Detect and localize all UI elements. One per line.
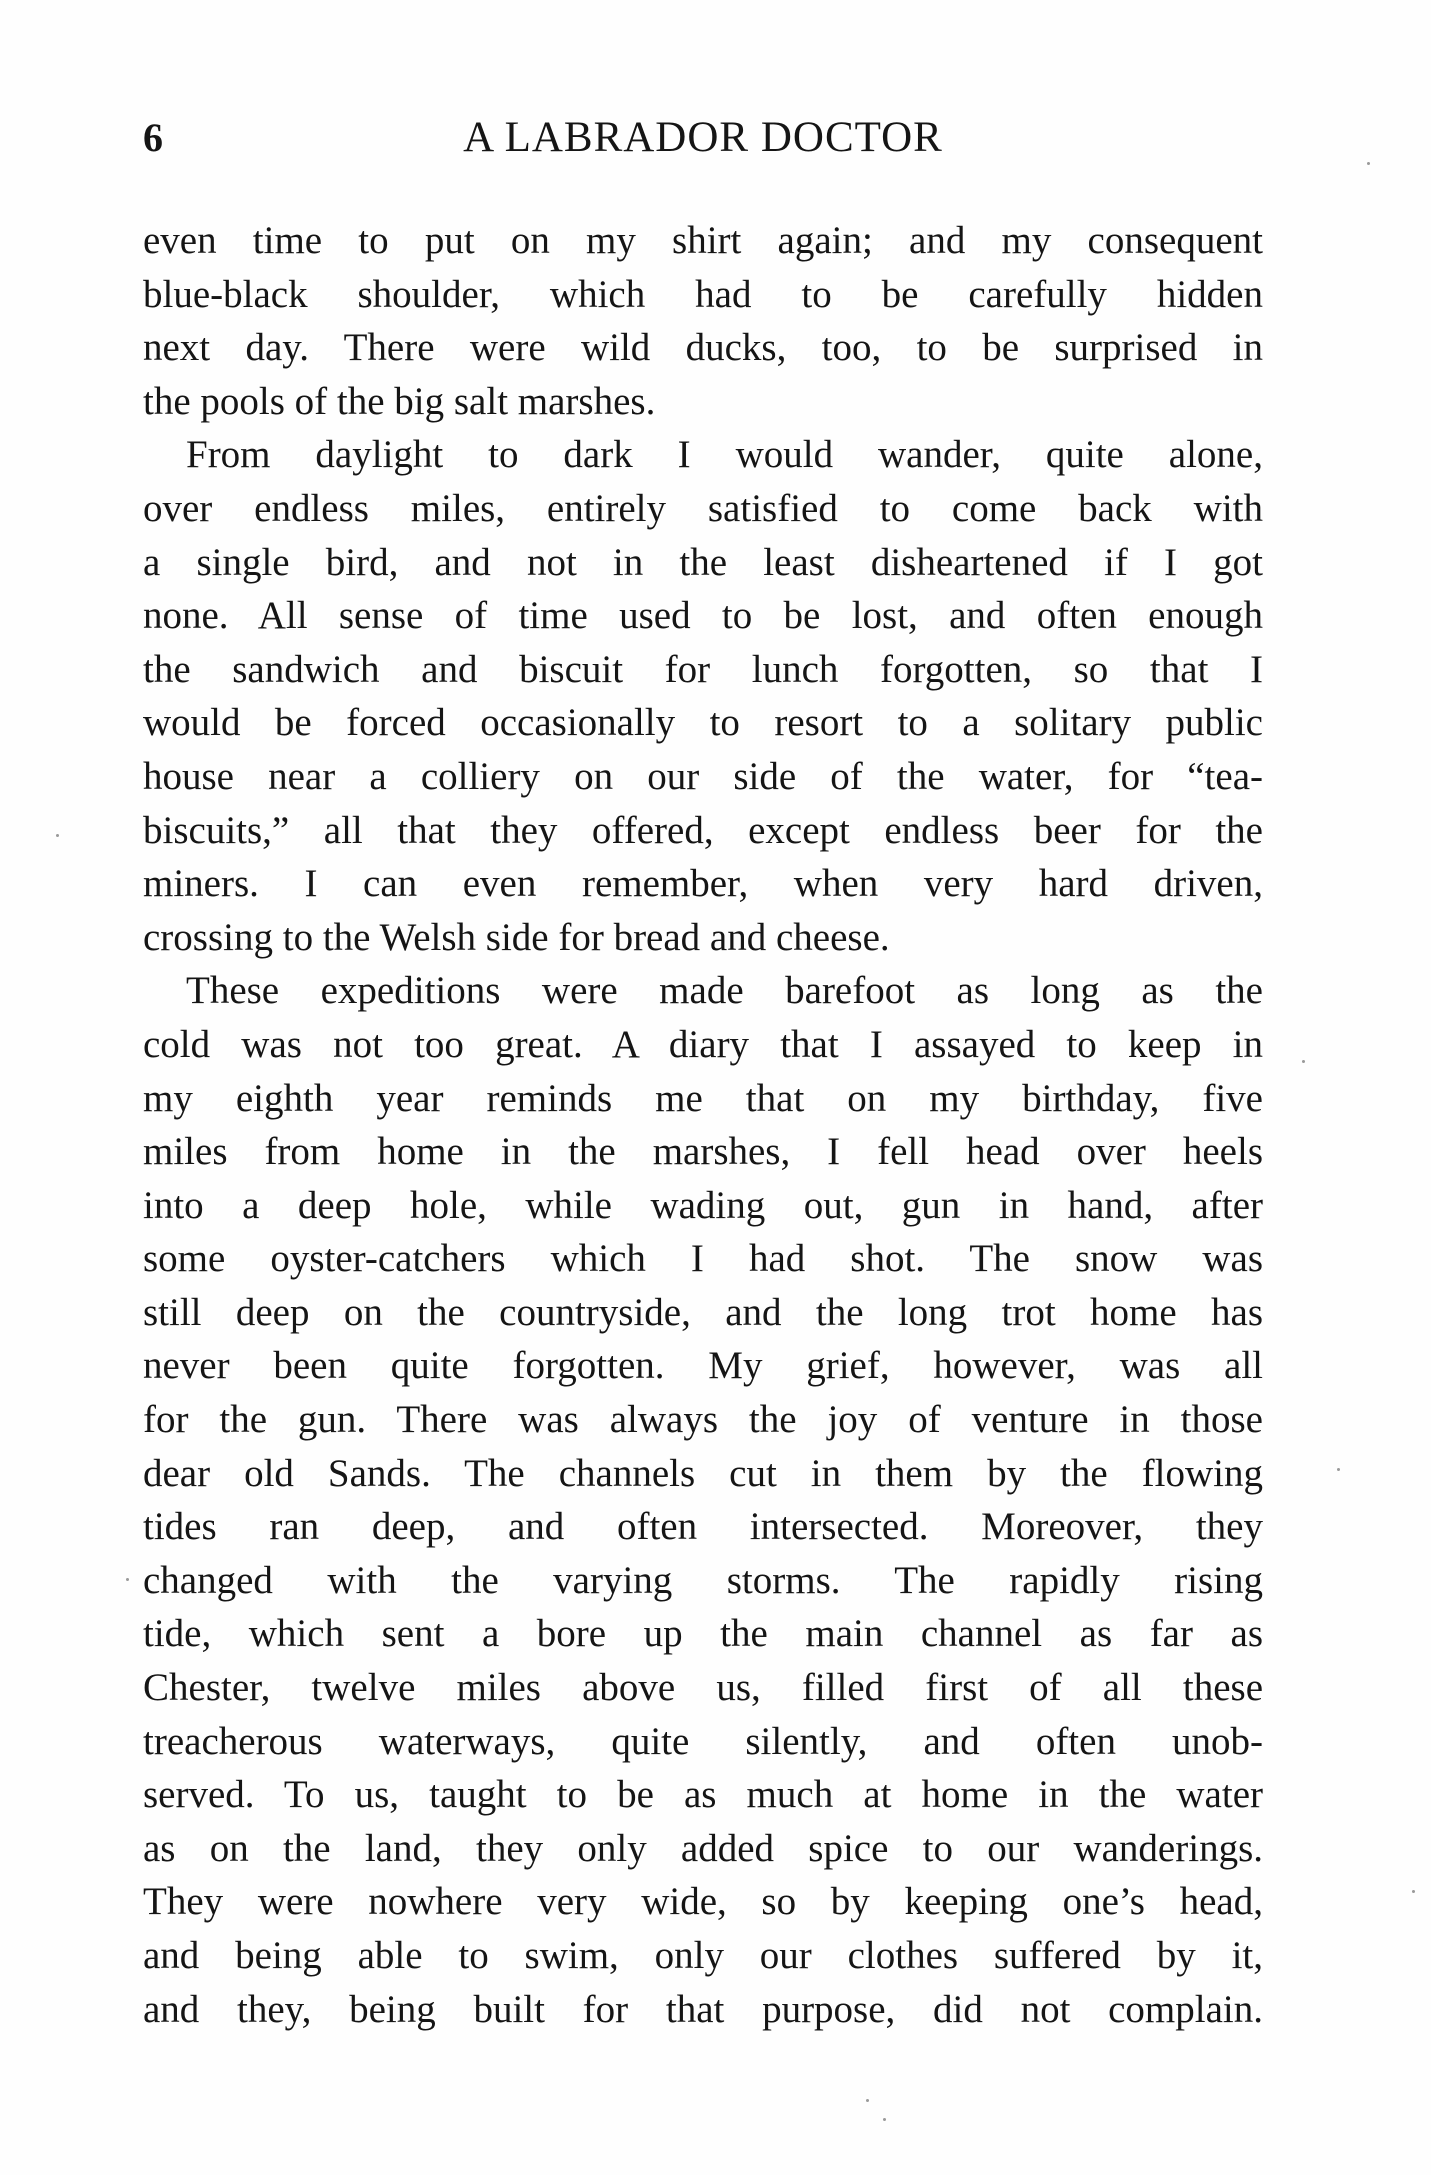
text-line: some oyster-catchers which I had shot. The snow was bbox=[143, 1237, 1263, 1281]
print-speck bbox=[883, 2118, 886, 2121]
text-line: From daylight to dark I would wander, quite alone, bbox=[186, 433, 1263, 477]
text-line: biscuits,” all that they offered, except endless beer for the bbox=[143, 808, 1263, 852]
text-line: miles from home in the marshes, I fell head over heels bbox=[143, 1130, 1263, 1174]
print-speck bbox=[126, 1578, 129, 1581]
text-line: over endless miles, entirely satisfied to come back with bbox=[143, 486, 1263, 530]
print-speck bbox=[1337, 1468, 1340, 1471]
text-line: for the gun. There was always the joy of venture in those bbox=[143, 1398, 1263, 1442]
body-text bbox=[143, 214, 1263, 2036]
text-line: as on the land, they only added spice to our wanderings. bbox=[143, 1826, 1263, 1870]
text-line: dear old Sands. The channels cut in them by the flowing bbox=[143, 1451, 1263, 1495]
text-line: still deep on the countryside, and the long trot home has bbox=[143, 1290, 1263, 1334]
text-line: house near a colliery on our side of the water, for “tea- bbox=[143, 754, 1263, 798]
print-speck bbox=[56, 834, 59, 837]
text-line: crossing to the Welsh side for bread and cheese. bbox=[143, 915, 890, 959]
page-number: 6 bbox=[143, 115, 163, 160]
text-line: cold was not too great. A diary that I assayed to keep in bbox=[143, 1022, 1263, 1066]
text-line: changed with the varying storms. The rapidly rising bbox=[143, 1558, 1263, 1602]
text-line: a single bird, and not in the least disheartened if I got bbox=[143, 540, 1263, 584]
text-line: These expeditions were made barefoot as long as the bbox=[186, 969, 1263, 1013]
print-speck bbox=[1412, 1890, 1415, 1893]
text-line: and they, being built for that purpose, did not complain. bbox=[143, 1987, 1263, 2031]
print-speck bbox=[1302, 1060, 1305, 1063]
text-line: miners. I can even remember, when very hard driven, bbox=[143, 862, 1263, 906]
print-speck bbox=[1367, 162, 1370, 165]
text-line: even time to put on my shirt again; and my consequent bbox=[143, 219, 1263, 262]
text-line: Chester, twelve miles above us, filled first of all these bbox=[143, 1666, 1263, 1710]
text-line: blue-black shoulder, which had to be carefully hidden bbox=[143, 272, 1263, 316]
running-title: A LABRADOR DOCTOR bbox=[463, 114, 943, 161]
print-speck bbox=[866, 2099, 869, 2102]
text-line: tide, which sent a bore up the main channel as far as bbox=[143, 1612, 1263, 1656]
text-line: served. To us, taught to be as much at home in the water bbox=[143, 1773, 1263, 1817]
text-line: would be forced occasionally to resort to a solitary public bbox=[143, 701, 1263, 745]
text-line: next day. There were wild ducks, too, to be surprised in bbox=[143, 326, 1263, 370]
text-line: treacherous waterways, quite silently, and often unob- bbox=[143, 1719, 1263, 1763]
text-line: none. All sense of time used to be lost, and often enough bbox=[143, 594, 1263, 638]
text-line: into a deep hole, while wading out, gun in hand, after bbox=[143, 1183, 1263, 1227]
text-line: my eighth year reminds me that on my birthday, five bbox=[143, 1076, 1263, 1120]
text-line: never been quite forgotten. My grief, however, was all bbox=[143, 1344, 1263, 1388]
text-line: and being able to swim, only our clothes suffered by it, bbox=[143, 1934, 1263, 1977]
text-line: They were nowhere very wide, so by keeping one’s head, bbox=[143, 1880, 1263, 1924]
page-header bbox=[143, 110, 1263, 170]
text-line: the pools of the big salt marshes. bbox=[143, 379, 656, 423]
text-line: the sandwich and biscuit for lunch forgotten, so that I bbox=[143, 647, 1263, 691]
text-line: tides ran deep, and often intersected. Moreover, they bbox=[143, 1505, 1263, 1549]
